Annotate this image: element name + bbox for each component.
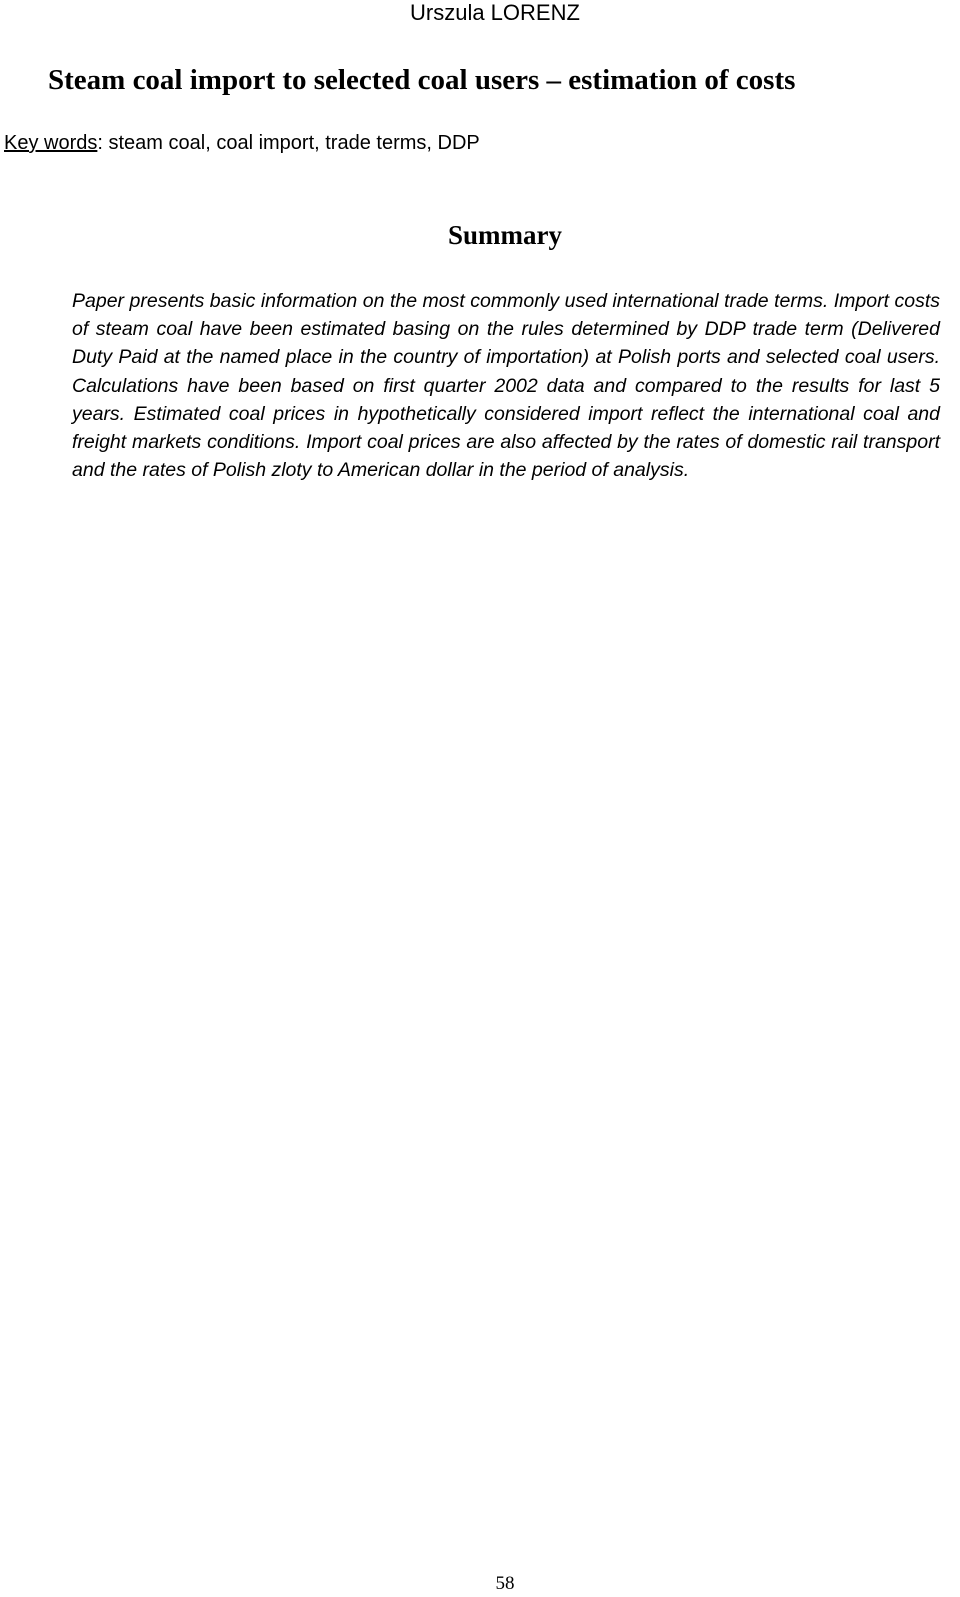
- page-number: 58: [495, 1573, 515, 1594]
- keywords-label: Key words: [4, 132, 98, 154]
- summary-heading: Summary: [448, 220, 562, 250]
- keywords-separator: :: [97, 132, 103, 154]
- keywords-value: steam coal, coal import, trade terms, DDP: [102, 132, 480, 154]
- author-name: Urszula LORENZ: [410, 0, 580, 25]
- paper-title: Steam coal import to selected coal users – estimation of costs: [48, 64, 796, 96]
- keywords-line: [4, 130, 480, 156]
- summary-text: Paper presents basic information on the most commonly used international trade terms. Import costs of steam coal have been estimated basing on the rules determined by DDP trade term (Delivered Duty Paid at the named place in the country of importation) at Polish ports and selected coal users. Calculations have been based on first quarter 2002 data and compared to the results for last 5 years. Estimated coal prices in hypothetically considered import reflect the international coal and freight markets conditions. Import coal prices are also affected by the rates of domestic rail transport and the rates of Polish zloty to American dollar in the period of analysis.: [72, 290, 940, 482]
